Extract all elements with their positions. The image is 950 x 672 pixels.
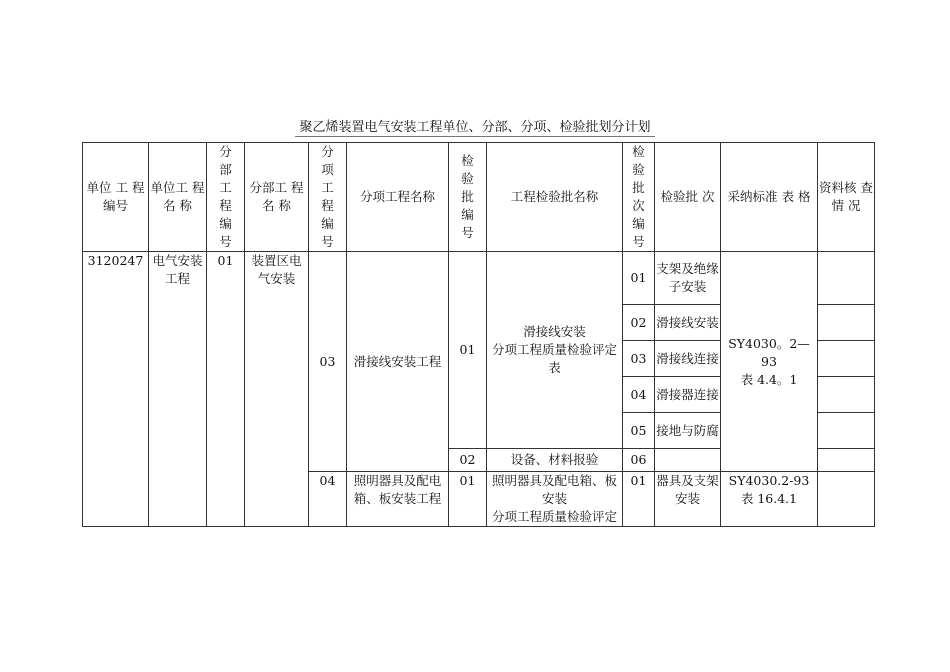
unit-code-cell: 3120247 <box>83 252 149 527</box>
header-unit-name: 单位工 程 名 称 <box>149 143 207 252</box>
batch-cell: 接地与防腐 <box>655 413 721 449</box>
division-name-cell: 装置区电气安装 <box>245 252 309 527</box>
review-cell <box>818 377 875 413</box>
header-standard: 采纳标准 表 格 <box>721 143 818 252</box>
header-review: 资料核 查情 况 <box>818 143 875 252</box>
subitem-code-cell: 04 <box>309 472 347 527</box>
standard-cell <box>721 472 818 527</box>
batch-code-cell: 02 <box>449 449 487 472</box>
batch-no-cell: 02 <box>623 305 655 341</box>
batch-cell: 支架及绝缘子安装 <box>655 252 721 305</box>
batch-name-line1: 滑接线安装 <box>523 324 586 339</box>
header-row <box>83 143 875 252</box>
inspection-plan-table <box>82 142 875 527</box>
review-cell <box>818 449 875 472</box>
review-cell <box>818 252 875 305</box>
batch-code-cell: 01 <box>449 252 487 449</box>
header-division-name: 分部工 程 名 称 <box>245 143 309 252</box>
review-cell <box>818 341 875 377</box>
subitem-name-cell: 滑接线安装工程 <box>347 252 449 472</box>
header-division-code <box>207 143 245 252</box>
batch-name-line1: 照明器具及配电箱、板安装 <box>491 473 617 506</box>
batch-no-cell: 01 <box>623 252 655 305</box>
standard-cell <box>721 252 818 472</box>
standard-table: 表 4.4。1 <box>740 371 798 387</box>
batch-cell: 滑接器连接 <box>655 377 721 413</box>
batch-no-cell: 03 <box>623 341 655 377</box>
review-cell <box>818 472 875 527</box>
batch-name-line2: 分项工程质量检验评定表 <box>491 342 617 375</box>
division-code-cell: 01 <box>207 252 245 527</box>
batch-cell: 滑接线连接 <box>655 341 721 377</box>
batch-cell <box>655 449 721 472</box>
standard-table: 表 16.4.1 <box>740 491 798 506</box>
unit-name-cell: 电气安装工程 <box>149 252 207 527</box>
subitem-name-cell: 照明器具及配电箱、板安装工程 <box>347 472 449 527</box>
header-batch-code <box>449 143 487 252</box>
batch-name-cell: 设备、材料报验 <box>487 449 623 472</box>
header-subitem-name: 分项工程名称 <box>347 143 449 252</box>
batch-name-cell <box>487 472 623 527</box>
batch-no-cell: 05 <box>623 413 655 449</box>
review-cell <box>818 305 875 341</box>
header-subitem-code <box>309 143 347 252</box>
batch-no-cell: 06 <box>623 449 655 472</box>
table-row <box>83 252 875 305</box>
header-batch-no <box>623 143 655 252</box>
batch-cell: 滑接线安装 <box>655 305 721 341</box>
document-title: 聚乙烯装置电气安装工程单位、分部、分项、检验批划分计划 <box>0 116 950 135</box>
batch-no-cell: 04 <box>623 377 655 413</box>
header-subitem-code-text: 分项工程编号 <box>321 144 334 249</box>
header-batch-name: 工程检验批名称 <box>487 143 623 252</box>
batch-code-cell: 01 <box>449 472 487 527</box>
header-division-code-text: 分部工程编号 <box>219 144 232 249</box>
batch-cell: 器具及支架安装 <box>655 472 721 527</box>
header-batch: 检验批 次 <box>655 143 721 252</box>
header-batch-no-text: 检验批次编号 <box>632 144 645 249</box>
batch-no-cell: 01 <box>623 472 655 527</box>
standard-code: SY4030。2—93 <box>728 335 810 369</box>
subitem-code-cell: 03 <box>309 252 347 472</box>
header-unit-code: 单位 工 程 编号 <box>83 143 149 252</box>
standard-code: SY4030.2-93 <box>728 473 810 488</box>
review-cell <box>818 413 875 449</box>
batch-name-cell <box>487 252 623 449</box>
batch-name-line2: 分项工程质量检验评定 <box>491 509 617 524</box>
header-batch-code-text: 检验批编号 <box>461 153 474 240</box>
